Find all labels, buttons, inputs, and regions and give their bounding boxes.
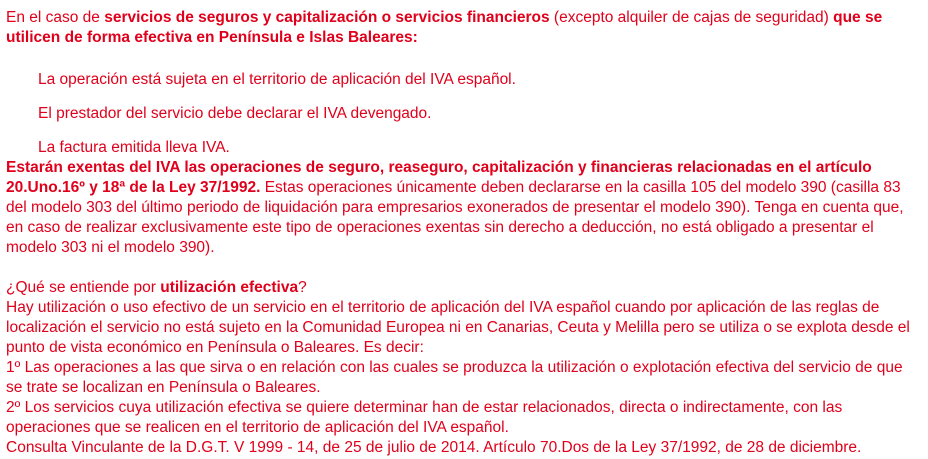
bullet-item: La operación está sujeta en el territorio de aplicación del IVA español. xyxy=(38,71,516,88)
intro-bold-2: que se utilicen de forma efectiva en Península e Islas Baleares: xyxy=(6,9,883,46)
bullet-item: El prestador del servicio debe declarar el IVA devengado. xyxy=(38,105,432,122)
intro-text-2: (excepto alquiler de cajas de seguridad) xyxy=(549,9,834,26)
intro-paragraph xyxy=(6,8,922,48)
exentas-text: Estas operaciones únicamente deben declararse en la casilla 105 del modelo 390 (casilla 83 del modelo 303 del último periodo de liquidación para empresarios exonerados de presentar el modelo 390). Tenga en cuenta que, en caso de realizar exclusivamente este tipo de operaciones exentas sin derecho a deducción, no está obligado a presentar el modelo 303 ni el modelo 390). xyxy=(6,179,904,256)
point-item: 2º Los servicios cuya utilización efectiva se quiere determinar han de estar relacionados, directa o indirectamente, con las operaciones que se realicen en el territorio de aplicación del IVA español. xyxy=(6,399,843,436)
bullet-item: La factura emitida lleva IVA. xyxy=(38,139,230,156)
intro-text-1: En el caso de xyxy=(6,9,105,26)
point-item: 1º Las operaciones a las que sirva o en relación con las cuales se produzca la utilización o explotación efectiva del servicio de que se trate se localizan en Península o Baleares. xyxy=(6,359,903,396)
question-heading xyxy=(6,278,922,298)
definition-paragraph: Hay utilización o uso efectivo de un servicio en el territorio de aplicación del IVA español cuando por aplicación de las reglas de localización el servicio no está sujeto en la Comunidad Europea ni en Canarias, Ceuta y Melilla pero se utiliza o se explota desde el punto de vista económico en Península o Baleares. Es decir: xyxy=(6,299,910,356)
question-bold: utilización efectiva xyxy=(160,279,299,296)
question-text-1: ¿Qué se entiende por xyxy=(6,279,161,296)
exentas-bold: Estarán exentas del IVA las operaciones de seguro, reaseguro, capitalización y financieras relacionadas en el artículo 20.Uno.16º y 18ª de la Ley 37/1992. xyxy=(6,159,872,196)
question-text-2: ? xyxy=(298,279,307,296)
document-body xyxy=(6,8,922,458)
exentas-paragraph xyxy=(6,158,922,258)
consulta-reference: Consulta Vinculante de la D.G.T. V 1999 - 14, de 25 de julio de 2014. Artículo 70.Dos de la Ley 37/1992, de 28 de diciembre. xyxy=(6,439,862,456)
intro-bold-1: servicios de seguros y capitalización o servicios financieros xyxy=(104,9,550,26)
